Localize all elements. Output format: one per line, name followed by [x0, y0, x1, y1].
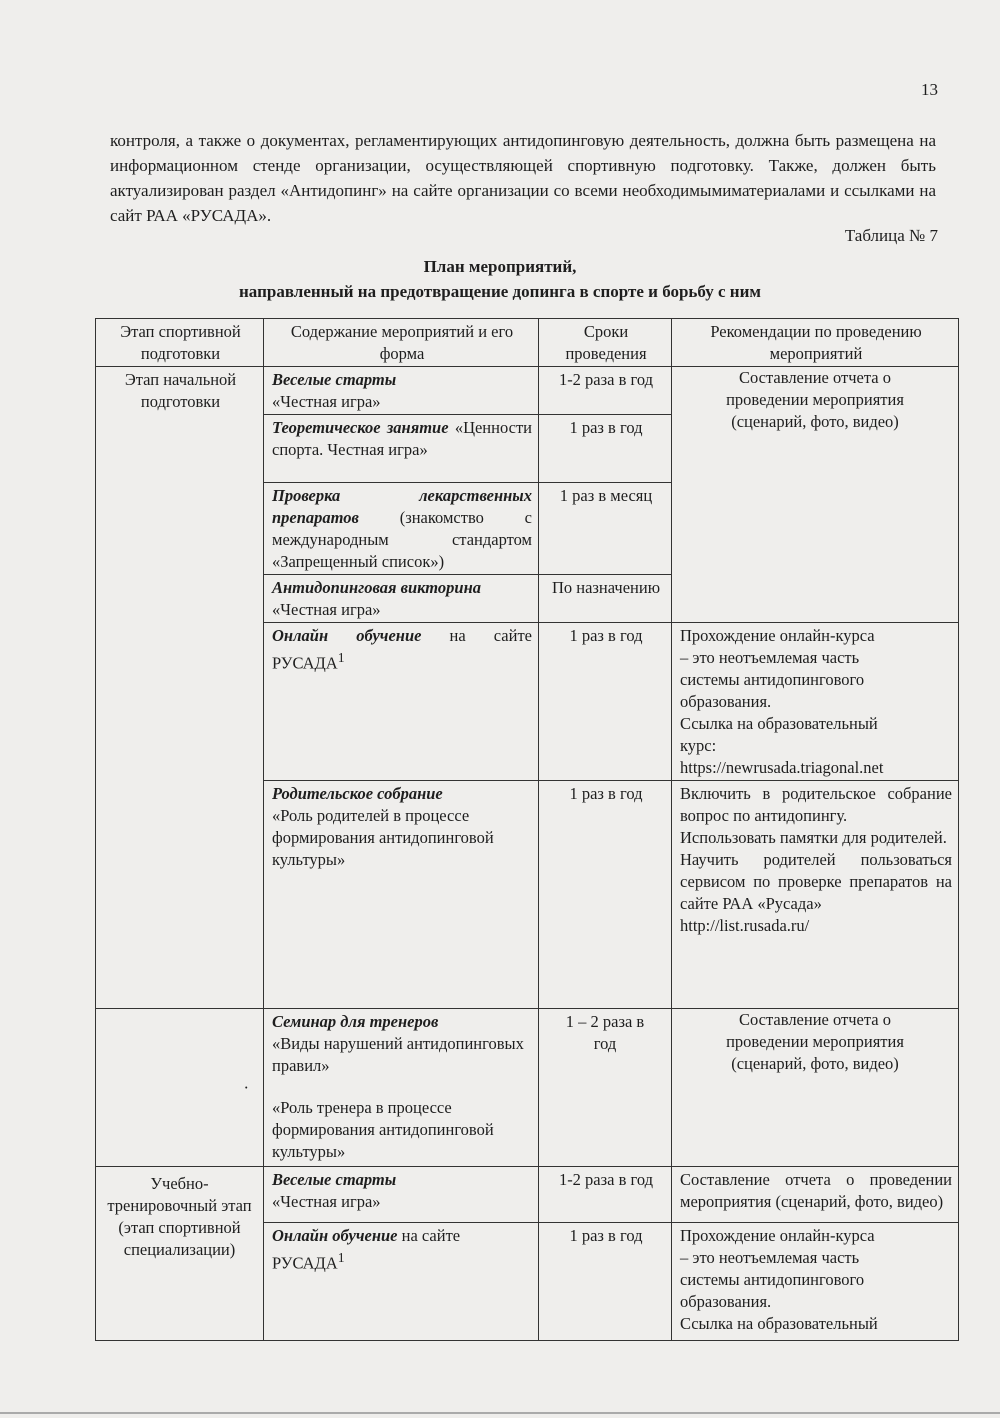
- event-title: Антидопинговая викторина: [272, 578, 481, 597]
- rec-line: Ссылка на образовательный: [680, 714, 878, 733]
- event-title: Теоретическое занятие: [272, 418, 449, 437]
- rusada-list-link[interactable]: http://list.rusada.ru/: [680, 916, 810, 935]
- rec-line: Ссылка на образовательный: [680, 1314, 878, 1333]
- event-timing: 1-2 раза в год: [539, 1167, 672, 1223]
- header-recommendations: Рекомендации по проведению мероприятий: [672, 319, 959, 367]
- event-timing: 1-2 раза в год: [539, 367, 672, 415]
- rec-text: Научить родителей пользоваться сервисом по проверке препаратов на сайте РАА «Русада»: [680, 850, 952, 913]
- event-description: (знакомство с международным стандартом «Запрещенный список»): [272, 508, 532, 571]
- recommendation-report: [672, 1009, 959, 1167]
- event-description: на сайте РУСАДА: [272, 1226, 461, 1273]
- intro-paragraph: контроля, а также о документах, регламентирующих антидопинговую деятельность, должна быть размещена на информационном стенде организации, осуществляющей спортивную подготовку. Также, должен быть актуализирован раздел «Антидопинг» на сайте организации со всеми необходимымиматериалами и ссылками на сайт РАА «РУСАДА».: [110, 131, 936, 225]
- header-stage: Этап спортивной подготовки: [96, 319, 264, 367]
- recommendation-online-course: [672, 1223, 959, 1341]
- event-timing: 1 раз в год: [539, 781, 672, 1009]
- stage-initial: Этап начальной подготовки: [96, 367, 264, 1009]
- rec-line: – это неотъемлемая часть: [680, 1248, 860, 1267]
- event-cell: [264, 623, 539, 781]
- event-cell: [264, 367, 539, 415]
- event-title: Родительское собрание: [272, 784, 443, 803]
- event-cell: [264, 415, 539, 483]
- event-title: Онлайн обучение: [272, 1226, 398, 1245]
- event-timing: 1 раз в год: [539, 1223, 672, 1341]
- rec-line: образования.: [680, 1292, 772, 1311]
- recommendation-online-course: [672, 623, 959, 781]
- event-description: на сайте РУСАДА: [272, 626, 532, 673]
- event-description: «Честная игра»: [272, 392, 381, 411]
- page-bottom-edge: [0, 1412, 1000, 1414]
- event-description: «Роль тренера в процессе формирования антидопинговой культуры»: [272, 1098, 494, 1161]
- event-description: «Виды нарушений антидопинговых правил»: [272, 1034, 524, 1075]
- rec-line: – это неотъемлемая часть: [680, 648, 860, 667]
- recommendation-report-training: Составление отчета о проведении мероприятия (сценарий, фото, видео): [672, 1167, 959, 1223]
- header-timing: Сроки проведения: [539, 319, 672, 367]
- header-content: Содержание мероприятий и его форма: [264, 319, 539, 367]
- event-timing: По назначению: [539, 575, 672, 623]
- event-timing: 1 – 2 раза в год: [539, 1009, 672, 1167]
- rec-line: Прохождение онлайн-курса: [680, 626, 875, 645]
- recommendation-parents: [672, 781, 959, 1009]
- rec-line: системы антидопингового: [680, 670, 865, 689]
- event-cell: [264, 1167, 539, 1223]
- stage-blank: [96, 1009, 264, 1167]
- event-title: Веселые старты: [272, 370, 397, 389]
- table-row: [96, 1009, 959, 1167]
- footnote-mark: 1: [337, 1250, 345, 1265]
- rec-text: Использовать памятки для родителей.: [680, 828, 947, 847]
- table-caption: Таблица № 7: [844, 226, 938, 245]
- plan-title-line-2: направленный на предотвращение допинга в спорте и борьбу с ним: [239, 282, 761, 301]
- event-description: «Честная игра»: [272, 1192, 381, 1211]
- event-title: Семинар для тренеров: [272, 1012, 439, 1031]
- event-description: «Ценности спорта. Честная игра»: [272, 418, 532, 459]
- table-row: [96, 1167, 959, 1223]
- rec-text: Включить в родительское собрание вопрос по антидопингу.: [680, 784, 952, 825]
- event-title: Веселые старты: [272, 1170, 397, 1189]
- rec-line: образования.: [680, 692, 772, 711]
- event-cell: [264, 1009, 539, 1167]
- table-row: [96, 367, 959, 415]
- recommendation-report: [672, 367, 959, 623]
- event-description: «Роль родителей в процессе формирования антидопинговой культуры»: [272, 806, 494, 869]
- plan-title: [0, 254, 1000, 304]
- course-link[interactable]: https://newrusada.triagonal.net: [680, 758, 884, 777]
- event-timing: 1 раз в месяц: [539, 483, 672, 575]
- plan-title-line-1: План мероприятий,: [423, 257, 577, 276]
- rec-line: курс:: [680, 736, 717, 755]
- event-title: Онлайн обучение: [272, 626, 422, 645]
- stray-mark: ·: [243, 1078, 249, 1097]
- rec-line: системы антидопингового: [680, 1270, 865, 1289]
- recommendation-report-text: Составление отчета о проведении мероприятия (сценарий, фото, видео): [726, 1010, 904, 1073]
- event-description: «Честная игра»: [272, 600, 381, 619]
- recommendation-report-text: Составление отчета о проведении мероприятия (сценарий, фото, видео): [726, 368, 904, 431]
- table-header-row: [96, 319, 959, 367]
- page-number: 13: [921, 80, 938, 99]
- event-cell: [264, 575, 539, 623]
- event-timing: 1 раз в год: [539, 623, 672, 781]
- rec-line: Прохождение онлайн-курса: [680, 1226, 875, 1245]
- event-cell: [264, 781, 539, 1009]
- event-cell: [264, 1223, 539, 1341]
- event-cell: [264, 483, 539, 575]
- events-plan-table: [95, 318, 959, 1341]
- event-title: Проверка лекарственных препаратов: [272, 486, 532, 527]
- footnote-mark: 1: [337, 650, 345, 665]
- stage-training: Учебно-тренировочный этап (этап спортивной специализации): [96, 1167, 264, 1341]
- event-timing: 1 раз в год: [539, 415, 672, 483]
